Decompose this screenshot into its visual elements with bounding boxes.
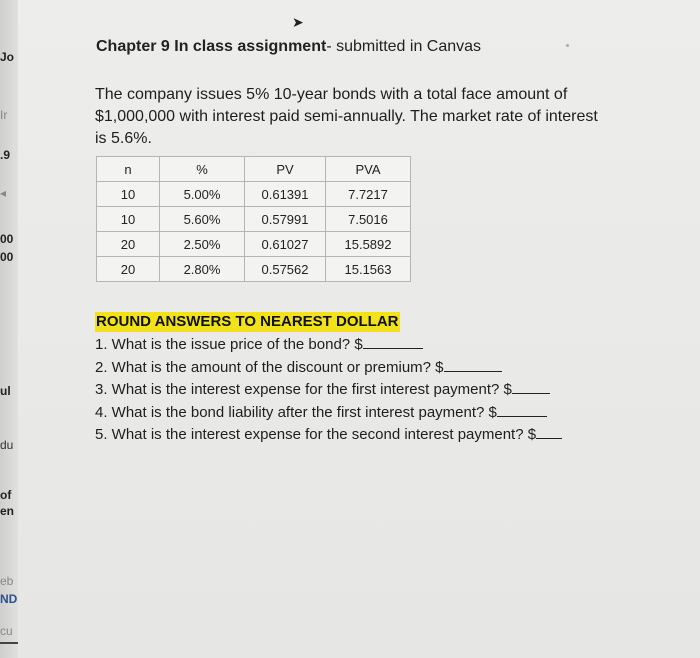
answer-blank xyxy=(497,402,547,417)
table-cell: 7.7217 xyxy=(326,182,411,207)
question-list xyxy=(95,334,562,447)
column-header-pva: PVA xyxy=(326,157,411,182)
edge-fragment: ND xyxy=(0,592,18,606)
table-cell: 2.80% xyxy=(160,257,245,282)
answer-blank xyxy=(512,379,550,394)
mouse-cursor-icon: ➤ xyxy=(292,14,304,30)
edge-fragment: 00 xyxy=(0,232,14,246)
table-cell: 2.50% xyxy=(160,232,245,257)
rounding-instruction: ROUND ANSWERS TO NEAREST DOLLAR xyxy=(96,313,399,330)
table-cell: 5.00% xyxy=(160,182,245,207)
edge-fragment: Jo xyxy=(0,50,15,64)
question-item xyxy=(95,357,562,380)
table-row xyxy=(97,232,411,257)
table-cell: 0.57562 xyxy=(245,257,326,282)
edge-fragment: 00 xyxy=(0,250,14,264)
edge-fragment: Ir xyxy=(0,108,8,122)
answer-blank xyxy=(444,357,502,372)
background-window-edge xyxy=(0,0,18,658)
edge-fragment: en xyxy=(0,504,15,518)
assignment-title-bold: Chapter 9 In class assignment xyxy=(96,38,327,55)
edge-fragment: of xyxy=(0,488,12,502)
table-row xyxy=(97,182,411,207)
edge-fragment: ul xyxy=(0,384,11,398)
table-row xyxy=(97,207,411,232)
question-text: 1. What is the issue price of the bond? $ xyxy=(95,336,363,353)
table-cell: 15.1563 xyxy=(326,257,411,282)
table-cell: 10 xyxy=(97,182,160,207)
column-header-pv: PV xyxy=(245,157,326,182)
table-row xyxy=(97,257,411,282)
question-item xyxy=(95,334,562,357)
question-text: 4. What is the bond liability after the first interest payment? $ xyxy=(95,403,497,421)
question-item xyxy=(95,424,562,447)
table-header-row xyxy=(97,157,411,182)
table-cell: 7.5016 xyxy=(326,207,411,232)
column-header-rate: % xyxy=(160,157,245,182)
edge-fragment: .9 xyxy=(0,148,11,162)
edge-fragment: ◂ xyxy=(0,186,7,200)
table-cell: 0.57991 xyxy=(245,207,326,232)
question-text: 5. What is the interest expense for the second interest payment? $ xyxy=(95,426,537,443)
stray-dot xyxy=(566,44,569,47)
column-header-n: n xyxy=(97,157,160,182)
table-cell: 20 xyxy=(97,257,160,282)
edge-fragment: cu xyxy=(0,624,13,638)
edge-divider xyxy=(0,642,18,644)
question-text: 3. What is the interest expense for the first interest payment? $ xyxy=(95,381,512,398)
table-cell: 10 xyxy=(97,207,160,232)
answer-blank xyxy=(363,334,423,349)
table-cell: 15.5892 xyxy=(326,232,411,257)
edge-fragment: du xyxy=(0,438,14,452)
assignment-title xyxy=(96,38,481,56)
problem-statement: The company issues 5% 10-year bonds with a total face amount of $1,000,000 with interest paid semi-annually. The market rate of interest is 5.6%. xyxy=(95,86,598,147)
question-item xyxy=(95,402,562,425)
assignment-title-rest: - submitted in Canvas xyxy=(326,38,482,55)
edge-fragment: eb xyxy=(0,574,14,588)
table-cell: 5.60% xyxy=(160,207,245,232)
answer-blank xyxy=(536,424,562,439)
question-item xyxy=(95,379,562,402)
table-cell: 0.61027 xyxy=(245,232,326,257)
table-cell: 20 xyxy=(97,232,160,257)
table-cell: 0.61391 xyxy=(245,182,326,207)
question-text: 2. What is the amount of the discount or premium? $ xyxy=(95,358,444,376)
pv-factor-table xyxy=(96,156,411,282)
